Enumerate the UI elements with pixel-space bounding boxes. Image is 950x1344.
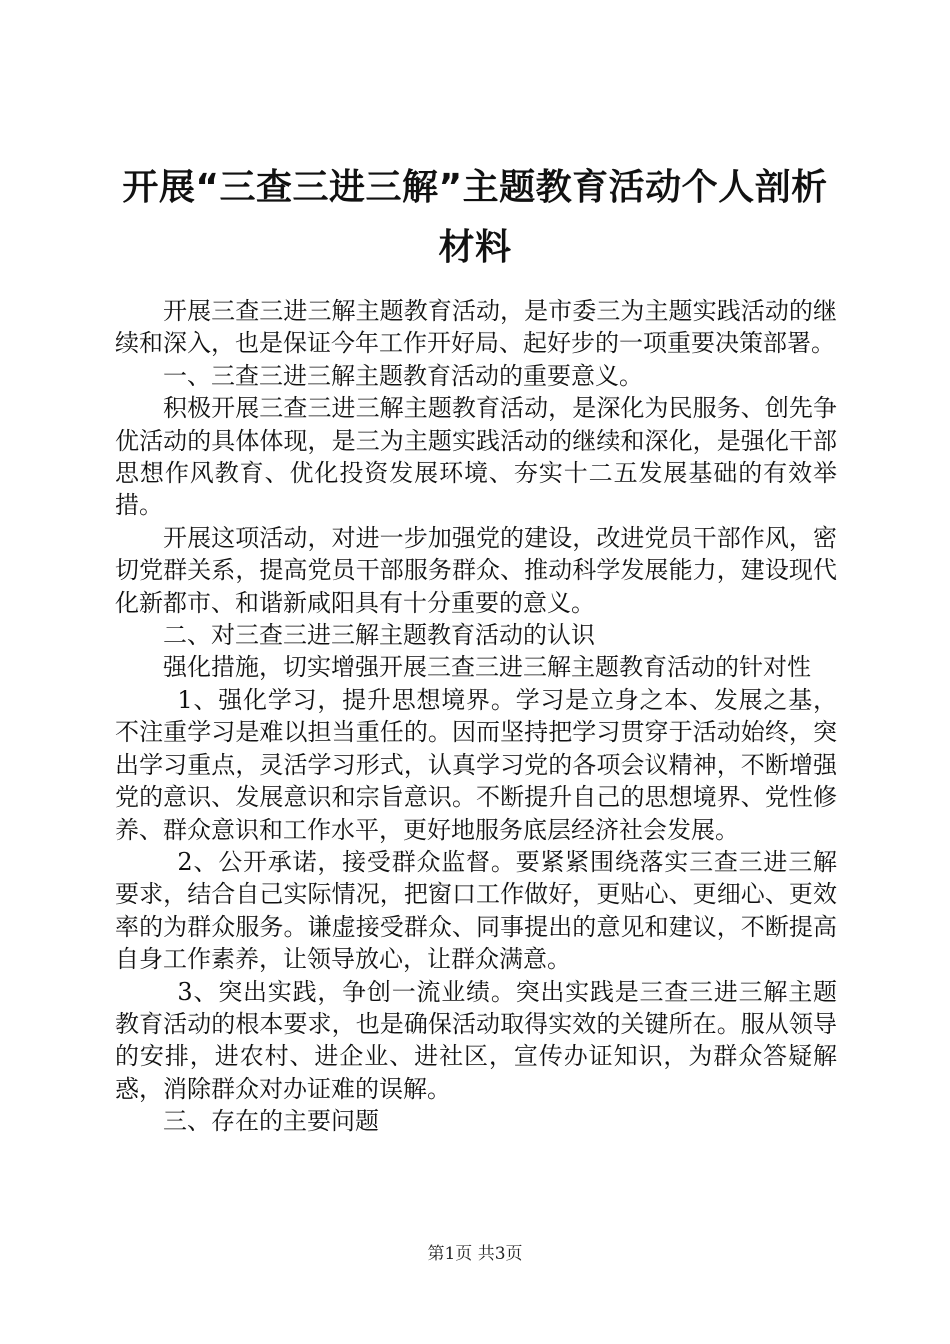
paragraph: 积极开展三查三进三解主题教育活动，是深化为民服务、创先争优活动的具体体现，是三为主题实践活动的继续和深化，是强化干部思想作风教育、优化投资发展环境、夯实十二五发展基础的有效举措。 (115, 394, 837, 520)
paragraph-intro: 开展三查三进三解主题教育活动，是市委三为主题实践活动的继续和深入，也是保证今年工作开好局、起好步的一项重要决策部署。 (115, 297, 837, 358)
document-body (115, 295, 837, 1138)
section-heading-3: 三、存在的主要问题 (163, 1107, 379, 1136)
paragraph: 强化措施，切实增强开展三查三进三解主题教育活动的针对性 (163, 653, 811, 682)
numbered-item-2: 2、公开承诺，接受群众监督。要紧紧围绕落实三查三进三解要求，结合自己实际情况，把窗口工作做好，更贴心、更细心、更效率的为群众服务。谦虚接受群众、同事提出的意见和建议，不断提高自身工作素养，让领导放心，让群众满意。 (115, 847, 837, 974)
section-heading-1: 一、三查三进三解主题教育活动的重要意义。 (163, 361, 643, 390)
numbered-item-1: 1、强化学习，提升思想境界。学习是立身之本、发展之基，不注重学习是难以担当重任的。因而坚持把学习贯穿于活动始终，突出学习重点，灵活学习形式，认真学习党的各项会议精神，不断增强党的意识、发展意识和宗旨意识。不断提升自己的思想境界、党性修养、群众意识和工作水平，更好地服务底层经济社会发展。 (115, 685, 837, 844)
title-line-2: 材料 (438, 227, 512, 268)
page-footer: 第1页 共3页 (427, 1244, 523, 1264)
paragraph: 开展这项活动，对进一步加强党的建设，改进党员干部作风，密切党群关系，提高党员干部服务群众、推动科学发展能力，建设现代化新都市、和谐新咸阳具有十分重要的意义。 (115, 523, 837, 617)
document-title (110, 158, 840, 278)
numbered-item-3: 3、突出实践，争创一流业绩。突出实践是三查三进三解主题教育活动的根本要求，也是确保活动取得实效的关键所在。服从领导的安排，进农村、进企业、进社区，宣传办证知识，为群众答疑解惑，消除群众对办证难的误解。 (115, 977, 837, 1103)
section-heading-2: 二、对三查三进三解主题教育活动的认识 (163, 621, 595, 650)
title-line-1: 开展“三查三进三解”主题教育活动个人剖析 (122, 167, 828, 208)
